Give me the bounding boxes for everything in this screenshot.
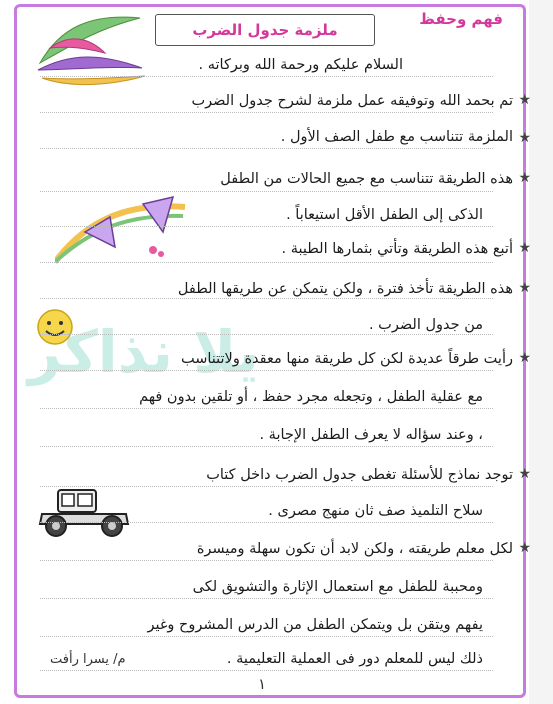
page-number: ١ bbox=[258, 675, 267, 693]
text-line: أتبع هذه الطريقة وتأتي بثمارها الطيبة . bbox=[281, 241, 513, 257]
bullet-star: ★ bbox=[518, 240, 531, 256]
watermark: يلا نذاكر bbox=[28, 318, 259, 386]
bullet-star: ★ bbox=[518, 280, 531, 296]
bullet-star: ★ bbox=[518, 170, 531, 186]
signature: م/ يسرا رأفت bbox=[50, 652, 126, 667]
butterfly-ornament bbox=[55, 192, 195, 272]
corner-note: فهم وحفظ bbox=[419, 10, 503, 28]
text-line: سلاح التلميذ صف ثان منهج مصرى . bbox=[268, 503, 483, 519]
text-line: تم بحمد الله وتوفيقه عمل ملزمة لشرح جدول الضرب bbox=[191, 93, 513, 109]
car-icon bbox=[36, 484, 134, 540]
text-line: ، وعند سؤاله لا يعرف الطفل الإجابة . bbox=[259, 427, 483, 443]
text-line: هذه الطريقة تتناسب مع جميع الحالات من الطفل bbox=[220, 171, 513, 187]
bullet-star: ★ bbox=[518, 466, 531, 482]
text-line: من جدول الضرب . bbox=[368, 317, 483, 333]
text-line: رأيت طرقاً عديدة لكن كل طريقة منها معقدة ولاتتناسب bbox=[180, 351, 513, 367]
bullet-star: ★ bbox=[518, 540, 531, 556]
text-line: مع عقلية الطفل ، وتجعله مجرد حفظ ، أو تلقين بدون فهم bbox=[139, 389, 483, 405]
text-line: يفهم ويتقن بل ويتمكن الطفل من الدرس المشروح وغير bbox=[147, 617, 483, 633]
title-box bbox=[155, 14, 375, 46]
text-line: الذكى إلى الطفل الأقل استيعاباً . bbox=[286, 207, 483, 223]
page-title: ملزمة جدول الضرب bbox=[192, 21, 338, 39]
binding-edge bbox=[529, 0, 553, 704]
text-line: لكل معلم طريقته ، ولكن لابد أن تكون سهلة وميسرة bbox=[196, 541, 513, 557]
text-line: السلام عليكم ورحمة الله وبركاته . bbox=[198, 57, 403, 73]
text-line: الملزمة تتناسب مع طفل الصف الأول . bbox=[280, 129, 513, 145]
text-line: ذلك ليس للمعلم دور فى العملية التعليمية . bbox=[226, 651, 483, 667]
bullet-star: ★ bbox=[518, 350, 531, 366]
bullet-star: ★ bbox=[518, 130, 531, 146]
bullet-star: ★ bbox=[518, 92, 531, 108]
text-line: ومحببة للطفل مع استعمال الإثارة والتشويق لكى bbox=[192, 579, 483, 595]
text-line: توجد نماذج للأسئلة تغطى جدول الضرب داخل كتاب bbox=[206, 467, 513, 483]
text-line: هذه الطريقة تأخذ فترة ، ولكن يتمكن عن طريقها الطفل bbox=[177, 281, 513, 297]
